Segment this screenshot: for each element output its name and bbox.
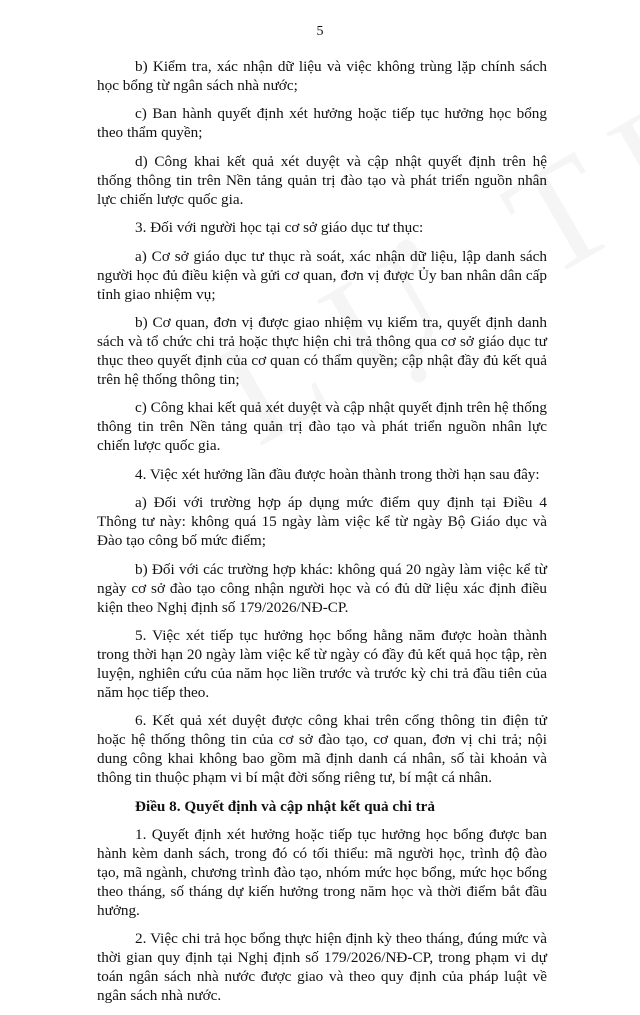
paragraph: a) Đối với trường hợp áp dụng mức điểm quy định tại Điều 4 Thông tư này: không quá 15 ngày làm việc kể từ ngày Bộ Giáo dục và Đào tạo công bố mức điểm; [97, 494, 547, 550]
paragraph: 4. Việc xét hưởng lần đầu được hoàn thành trong thời hạn sau đây: [135, 465, 540, 483]
document-body [97, 57, 547, 1015]
paragraph: c) Công khai kết quả xét duyệt và cập nhật quyết định trên hệ thống thông tin trên Nền tảng quản trị đào tạo và phát triển nguồn nhân lực chiến lược quốc gia. [97, 399, 547, 455]
paragraph: b) Cơ quan, đơn vị được giao nhiệm vụ kiểm tra, quyết định danh sách và tổ chức chi trả hoặc thực hiện chi trả thông qua cơ sở giáo dục tư thục theo quyết định của cơ quan có thẩm quyền; cập nhật đầy đủ kết quả trên hệ thống thông tin; [97, 313, 547, 388]
article-heading: Điều 8. Quyết định và cập nhật kết quả chi trả [135, 797, 435, 815]
paragraph: d) Công khai kết quả xét duyệt và cập nhật quyết định trên hệ thống thông tin trên Nền tảng quản trị đào tạo và phát triển nguồn nhân lực chiến lược quốc gia. [97, 152, 547, 208]
paragraph: 2. Việc chi trả học bổng thực hiện định kỳ theo tháng, đúng mức và thời gian quy định tại Nghị định số 179/2026/NĐ-CP, trong phạm vi dự toán ngân sách nhà nước được giao và theo quy định của pháp luật về ngân sách nhà nước. [97, 930, 547, 1005]
paragraph: c) Ban hành quyết định xét hưởng hoặc tiếp tục hưởng học bổng theo thẩm quyền; [97, 105, 547, 142]
paragraph: 6. Kết quả xét duyệt được công khai trên cổng thông tin điện tử hoặc hệ thống thông tin của cơ sở đào tạo, cơ quan, đơn vị chi trả; nội dung công khai không bao gồm mã định danh cá nhân, số tài khoản và thông tin thuộc phạm vi bí mật đời sống riêng tư, bí mật cá nhân. [97, 712, 547, 787]
paragraph: b) Đối với các trường hợp khác: không quá 20 ngày làm việc kể từ ngày cơ sở đào tạo công nhận người học và có đủ dữ liệu xác định điều kiện theo Nghị định số 179/2026/NĐ-CP. [97, 560, 547, 616]
paragraph: b) Kiểm tra, xác nhận dữ liệu và việc không trùng lặp chính sách học bổng từ ngân sách nhà nước; [97, 58, 547, 94]
paragraph: 1. Quyết định xét hưởng hoặc tiếp tục hưởng học bổng được ban hành kèm danh sách, trong đó có tối thiểu: mã người học, trình độ đào tạo, mã ngành, chương trình đào tạo, nhóm mức học bổng, mức học bổng theo tháng, số tháng dự kiến hưởng trong năm học và thời điểm bắt đầu hưởng. [97, 826, 547, 920]
paragraph: 3. Đối với người học tại cơ sở giáo dục tư thục: [135, 219, 424, 237]
paragraph: a) Cơ sở giáo dục tư thục rà soát, xác nhận dữ liệu, lập danh sách người học đủ điều kiện và gửi cơ quan, đơn vị được Ủy ban nhân dân cấp tỉnh giao nhiệm vụ; [97, 247, 547, 303]
paragraph: 5. Việc xét tiếp tục hưởng học bổng hằng năm được hoàn thành trong thời hạn 20 ngày làm việc kể từ ngày có đầy đủ kết quả học tập, rèn luyện, nghiên cứu của năm học liền trước và trước kỳ chi trả đầu tiên của năm học tiếp theo. [97, 626, 547, 701]
page-number: 5 [316, 24, 324, 39]
